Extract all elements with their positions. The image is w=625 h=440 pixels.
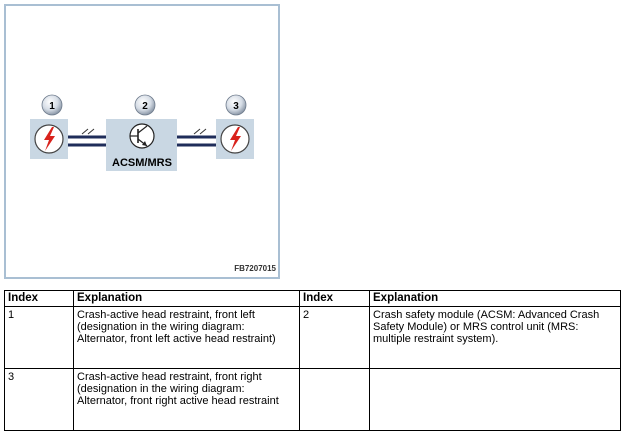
index-cell: 1 — [5, 307, 74, 369]
component-right — [216, 119, 254, 159]
callout-3 — [226, 95, 246, 115]
explanation-cell: Crash safety module (ACSM: Advanced Crash Safety Module) or MRS control unit (MRS: multiple restraint system). — [370, 307, 621, 369]
index-cell — [300, 369, 370, 431]
table-row — [5, 369, 621, 431]
table-header-row — [5, 291, 621, 307]
index-cell: 2 — [300, 307, 370, 369]
explanation-cell — [370, 369, 621, 431]
explanation-cell: Crash-active head restraint, front left (designation in the wiring diagram: Alternator, front left active head restraint) — [74, 307, 300, 369]
header-explanation: Explanation — [370, 291, 621, 307]
svg-text:3: 3 — [233, 101, 239, 112]
header-explanation: Explanation — [74, 291, 300, 307]
svg-text:2: 2 — [142, 101, 148, 112]
legend-table — [4, 290, 621, 431]
component-center — [106, 119, 177, 171]
explanation-cell: Crash-active head restraint, front right (designation in the wiring diagram: Alternator, front right active head restraint — [74, 369, 300, 431]
callout-1 — [42, 95, 62, 115]
diagram-frame — [4, 4, 280, 279]
table-row — [5, 307, 621, 369]
wiring-diagram — [6, 6, 278, 277]
component-left — [30, 119, 68, 159]
wire-right — [177, 129, 216, 145]
index-cell: 3 — [5, 369, 74, 431]
wire-left — [68, 129, 106, 145]
callout-2 — [135, 95, 155, 115]
header-index: Index — [5, 291, 74, 307]
figure-id: FB7207015 — [234, 264, 276, 273]
header-index: Index — [300, 291, 370, 307]
svg-text:1: 1 — [49, 101, 55, 112]
transistor-icon — [130, 124, 154, 148]
center-label: ACSM/MRS — [112, 157, 172, 169]
